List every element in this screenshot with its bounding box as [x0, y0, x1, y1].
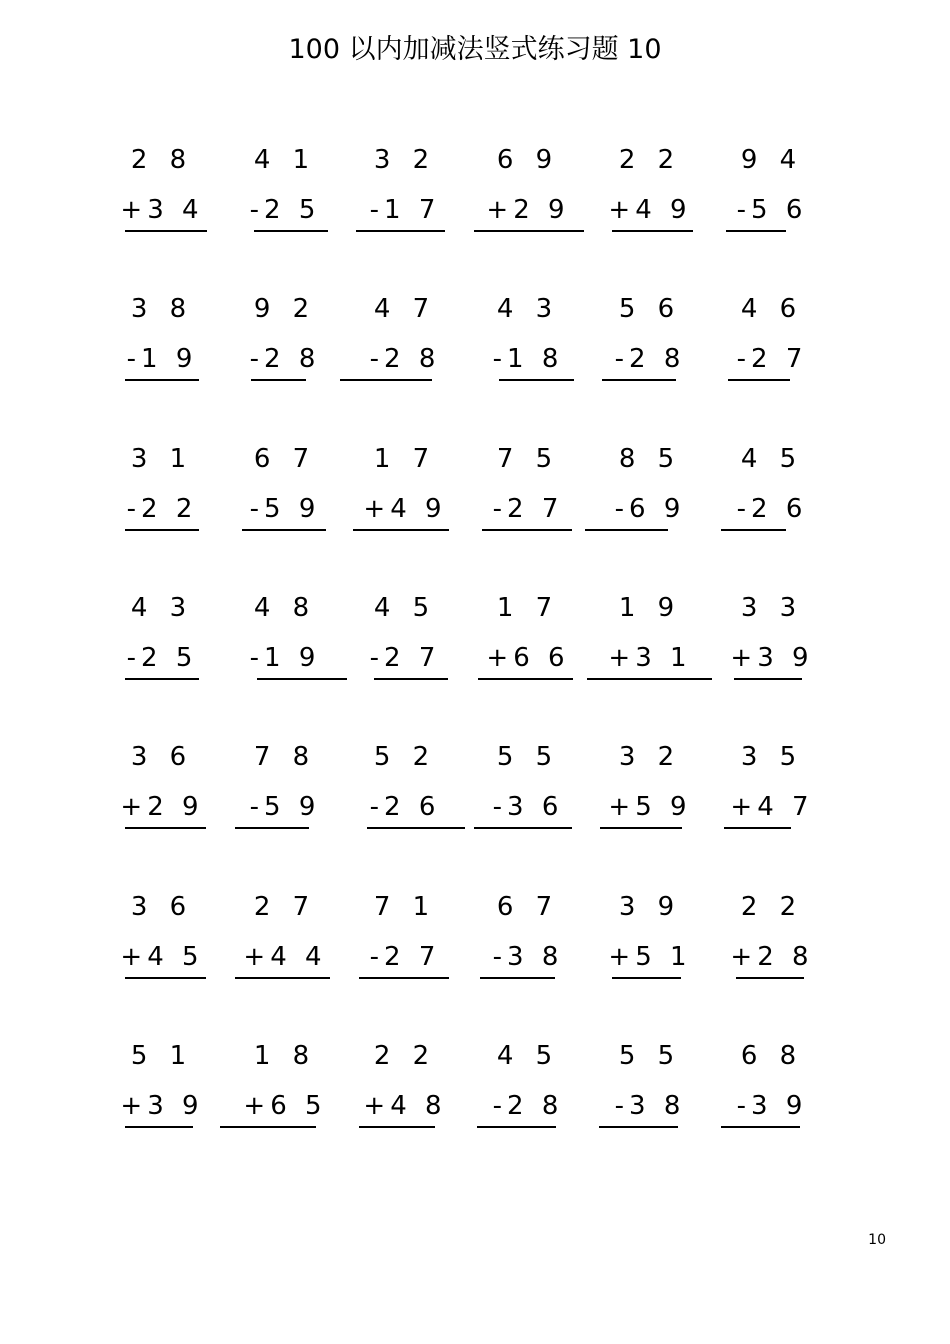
bottom-operand: +2 9	[120, 792, 204, 822]
bottom-operand: +6 5	[243, 1091, 327, 1121]
top-operand: 1 7	[373, 444, 437, 474]
problem	[345, 292, 465, 392]
bottom-operand: -1 7	[369, 195, 441, 225]
top-operand: 4 3	[130, 593, 194, 623]
answer-line	[235, 977, 330, 979]
problem	[712, 1039, 832, 1139]
answer-line	[474, 827, 572, 829]
top-operand: 4 8	[253, 593, 317, 623]
problem	[590, 1039, 710, 1139]
page-number: 10	[868, 1232, 886, 1248]
bottom-operand: +6 6	[486, 643, 570, 673]
problem	[225, 890, 345, 990]
answer-line	[220, 1126, 316, 1128]
problem	[468, 740, 588, 840]
bottom-operand: -2 8	[249, 344, 321, 374]
top-operand: 7 5	[496, 444, 560, 474]
bottom-operand: +4 4	[243, 942, 327, 972]
bottom-operand: -3 9	[736, 1091, 808, 1121]
top-operand: 5 5	[618, 1041, 682, 1071]
answer-line	[726, 230, 786, 232]
top-operand: 4 1	[253, 145, 317, 175]
problem	[345, 591, 465, 691]
top-operand: 4 6	[740, 294, 804, 324]
top-operand: 6 8	[740, 1041, 804, 1071]
top-operand: 4 7	[373, 294, 437, 324]
bottom-operand: -2 7	[369, 643, 441, 673]
answer-line	[602, 379, 676, 381]
top-operand: 4 3	[496, 294, 560, 324]
bottom-operand: -1 8	[492, 344, 564, 374]
problem	[102, 1039, 222, 1139]
bottom-operand: -2 7	[369, 942, 441, 972]
answer-line	[499, 379, 574, 381]
bottom-operand: +4 9	[608, 195, 692, 225]
problem	[225, 442, 345, 542]
top-operand: 6 7	[496, 892, 560, 922]
bottom-operand: -2 5	[249, 195, 321, 225]
bottom-operand: -5 9	[249, 494, 321, 524]
problem	[712, 890, 832, 990]
problem	[468, 292, 588, 392]
answer-line	[359, 1126, 435, 1128]
bottom-operand: -2 6	[369, 792, 441, 822]
answer-line	[125, 529, 199, 531]
top-operand: 4 5	[740, 444, 804, 474]
answer-line	[125, 977, 206, 979]
problem	[468, 890, 588, 990]
top-operand: 5 2	[373, 742, 437, 772]
problem	[102, 740, 222, 840]
bottom-operand: +2 8	[730, 942, 814, 972]
bottom-operand: -5 9	[249, 792, 321, 822]
problem	[590, 890, 710, 990]
bottom-operand: -2 7	[736, 344, 808, 374]
answer-line	[474, 230, 584, 232]
answer-line	[374, 678, 448, 680]
bottom-operand: +4 5	[120, 942, 204, 972]
bottom-operand: -2 6	[736, 494, 808, 524]
top-operand: 3 8	[130, 294, 194, 324]
top-operand: 2 2	[740, 892, 804, 922]
top-operand: 1 7	[496, 593, 560, 623]
answer-line	[367, 827, 465, 829]
problem	[102, 591, 222, 691]
top-operand: 3 6	[130, 742, 194, 772]
bottom-operand: -6 9	[614, 494, 686, 524]
top-operand: 3 2	[618, 742, 682, 772]
problem	[225, 591, 345, 691]
bottom-operand: -1 9	[126, 344, 198, 374]
bottom-operand: -2 8	[614, 344, 686, 374]
problem	[345, 1039, 465, 1139]
bottom-operand: -3 8	[492, 942, 564, 972]
answer-line	[724, 827, 791, 829]
top-operand: 9 4	[740, 145, 804, 175]
bottom-operand: -2 8	[369, 344, 441, 374]
answer-line	[599, 1126, 678, 1128]
answer-line	[340, 379, 432, 381]
bottom-operand: +5 9	[608, 792, 692, 822]
problem	[225, 292, 345, 392]
top-operand: 2 2	[373, 1041, 437, 1071]
top-operand: 1 9	[618, 593, 682, 623]
answer-line	[125, 827, 206, 829]
problem	[225, 143, 345, 243]
problem	[345, 890, 465, 990]
problem	[712, 143, 832, 243]
bottom-operand: -2 2	[126, 494, 198, 524]
answer-line	[125, 678, 199, 680]
bottom-operand: -2 5	[126, 643, 198, 673]
top-operand: 4 5	[496, 1041, 560, 1071]
top-operand: 3 9	[618, 892, 682, 922]
top-operand: 9 2	[253, 294, 317, 324]
answer-line	[728, 379, 790, 381]
problem	[712, 591, 832, 691]
problem	[468, 442, 588, 542]
bottom-operand: +3 4	[120, 195, 204, 225]
problem	[590, 292, 710, 392]
problem	[590, 442, 710, 542]
bottom-operand: +4 7	[730, 792, 814, 822]
page-title: 100 以内加减法竖式练习题 10	[288, 34, 662, 65]
problem	[345, 143, 465, 243]
top-operand: 5 5	[496, 742, 560, 772]
answer-line	[125, 379, 199, 381]
problem	[712, 740, 832, 840]
top-operand: 4 5	[373, 593, 437, 623]
answer-line	[254, 230, 328, 232]
top-operand: 7 1	[373, 892, 437, 922]
problem	[468, 143, 588, 243]
top-operand: 2 2	[618, 145, 682, 175]
answer-line	[585, 529, 668, 531]
answer-line	[587, 678, 712, 680]
top-operand: 2 8	[130, 145, 194, 175]
problem	[345, 740, 465, 840]
answer-line	[478, 678, 573, 680]
problem	[468, 591, 588, 691]
answer-line	[477, 1126, 556, 1128]
top-operand: 3 2	[373, 145, 437, 175]
bottom-operand: -5 6	[736, 195, 808, 225]
top-operand: 5 6	[618, 294, 682, 324]
problem	[345, 442, 465, 542]
top-operand: 6 7	[253, 444, 317, 474]
answer-line	[482, 529, 572, 531]
top-operand: 8 5	[618, 444, 682, 474]
bottom-operand: -2 8	[492, 1091, 564, 1121]
bottom-operand: -2 7	[492, 494, 564, 524]
bottom-operand: +4 8	[363, 1091, 447, 1121]
answer-line	[242, 529, 326, 531]
answer-line	[356, 230, 445, 232]
answer-line	[612, 230, 693, 232]
problem	[102, 143, 222, 243]
top-operand: 2 7	[253, 892, 317, 922]
answer-line	[612, 977, 681, 979]
answer-line	[125, 230, 207, 232]
problem	[102, 890, 222, 990]
problem	[712, 442, 832, 542]
bottom-operand: +3 1	[608, 643, 692, 673]
answer-line	[353, 529, 449, 531]
problem	[102, 442, 222, 542]
problem	[712, 292, 832, 392]
answer-line	[734, 678, 802, 680]
problem	[468, 1039, 588, 1139]
top-operand: 3 3	[740, 593, 804, 623]
problem	[225, 1039, 345, 1139]
top-operand: 1 8	[253, 1041, 317, 1071]
problem	[102, 292, 222, 392]
problem	[590, 143, 710, 243]
bottom-operand: +4 9	[363, 494, 447, 524]
answer-line	[721, 529, 786, 531]
answer-line	[235, 827, 309, 829]
top-operand: 7 8	[253, 742, 317, 772]
answer-line	[600, 827, 682, 829]
problem	[590, 740, 710, 840]
answer-line	[480, 977, 555, 979]
bottom-operand: +3 9	[120, 1091, 204, 1121]
top-operand: 3 5	[740, 742, 804, 772]
answer-line	[359, 977, 449, 979]
answer-line	[251, 379, 306, 381]
problem	[590, 591, 710, 691]
answer-line	[125, 1126, 193, 1128]
bottom-operand: +5 1	[608, 942, 692, 972]
top-operand: 6 9	[496, 145, 560, 175]
top-operand: 5 1	[130, 1041, 194, 1071]
bottom-operand: +3 9	[730, 643, 814, 673]
bottom-operand: -1 9	[249, 643, 321, 673]
answer-line	[721, 1126, 800, 1128]
answer-line	[736, 977, 804, 979]
top-operand: 3 6	[130, 892, 194, 922]
answer-line	[257, 678, 347, 680]
bottom-operand: -3 6	[492, 792, 564, 822]
top-operand: 3 1	[130, 444, 194, 474]
bottom-operand: -3 8	[614, 1091, 686, 1121]
bottom-operand: +2 9	[486, 195, 570, 225]
problem	[225, 740, 345, 840]
